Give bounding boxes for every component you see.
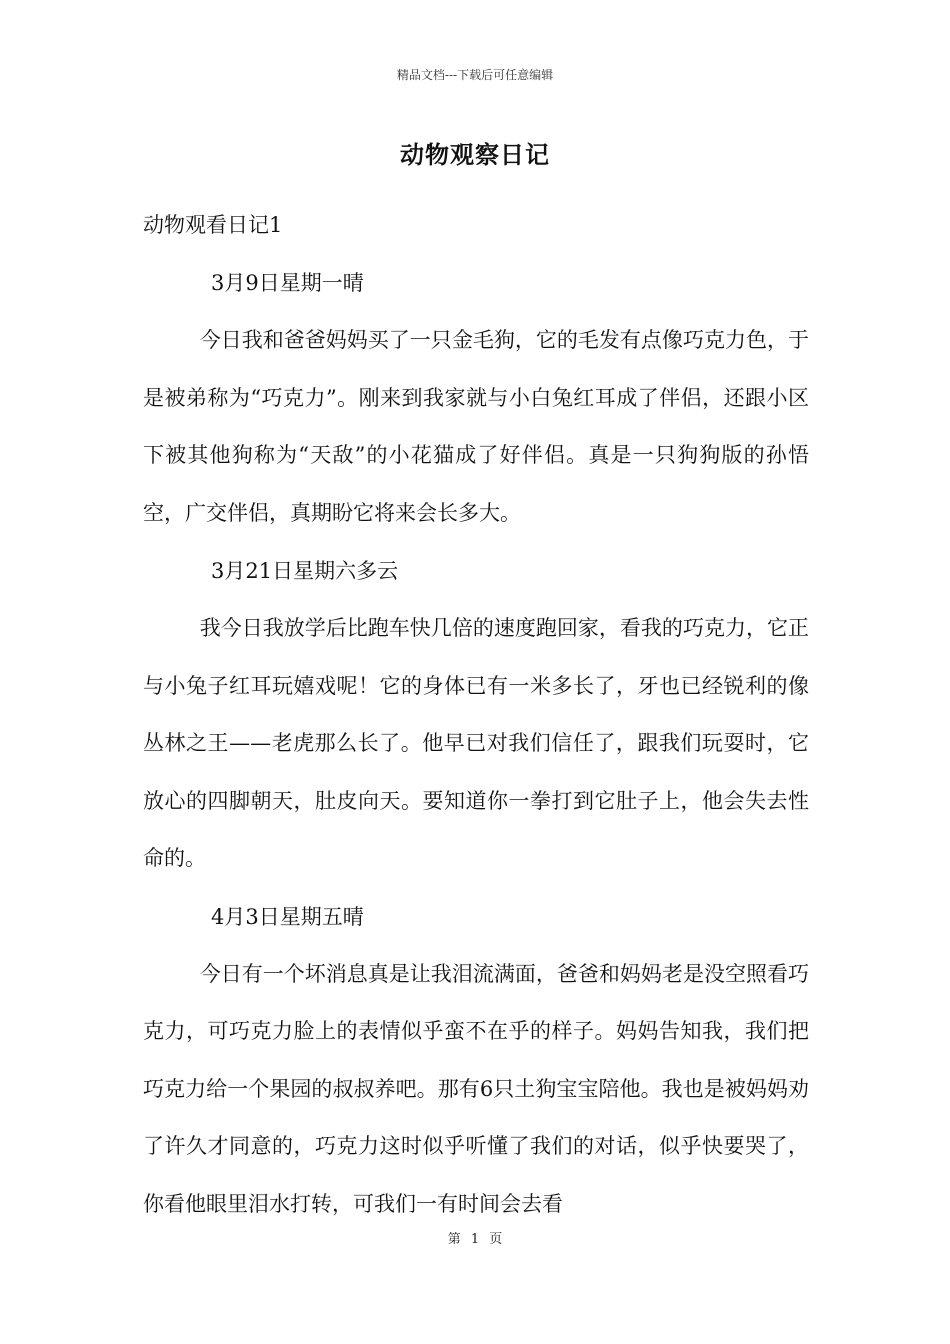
entry-date: 3月9日星期一晴 xyxy=(211,271,364,295)
page-number: 第 1 页 xyxy=(447,1232,503,1247)
header-note: 精品文档---下载后可任意编辑 xyxy=(396,68,554,82)
entry-date: 4月3日星期五晴 xyxy=(211,904,364,929)
document-title: 动物观察日记 xyxy=(400,140,550,169)
entry-date: 3月21日星期六多云 xyxy=(211,559,399,583)
entry-paragraph: 今日有一个坏消息真是让我泪流满面，爸爸和妈妈老是没空照看巧克力，可巧克力脸上的表情似乎蛮不在乎的样子。妈妈告知我，我们把巧克力给一个果园的叔叔养吧。那有6只土狗宝宝陪他。我也是被妈妈劝了许久才同意的，巧克力这时似乎听懂了我们的对话，似乎快要哭了，你看他眼里泪水打转，可我们一有时间会去看 xyxy=(143,961,809,1216)
entry-paragraph: 今日我和爸爸妈妈买了一只金毛狗，它的毛发有点像巧克力色，于是被弟称为“巧克力”。刚来到我家就与小白兔红耳成了伴侣，还跟小区下被其他狗称为“天敌”的小花猫成了好伴侣。真是一只狗狗版的孙悟空，广交伴侣，真期盼它将来会长多大。 xyxy=(143,328,809,525)
diary-subheading: 动物观看日记1 xyxy=(143,213,283,237)
document-body xyxy=(143,196,809,1233)
entry-paragraph: 我今日我放学后比跑车快几倍的速度跑回家，看我的巧克力，它正与小兔子红耳玩嬉戏呢！它的身体已有一米多长了，牙也已经锐利的像丛林之王——老虎那么长了。他早已对我们信任了，跟我们玩耍时，它放心的四脚朝天，肚皮向天。要知道你一拳打到它肚子上，他会失去性命的。 xyxy=(143,616,809,870)
